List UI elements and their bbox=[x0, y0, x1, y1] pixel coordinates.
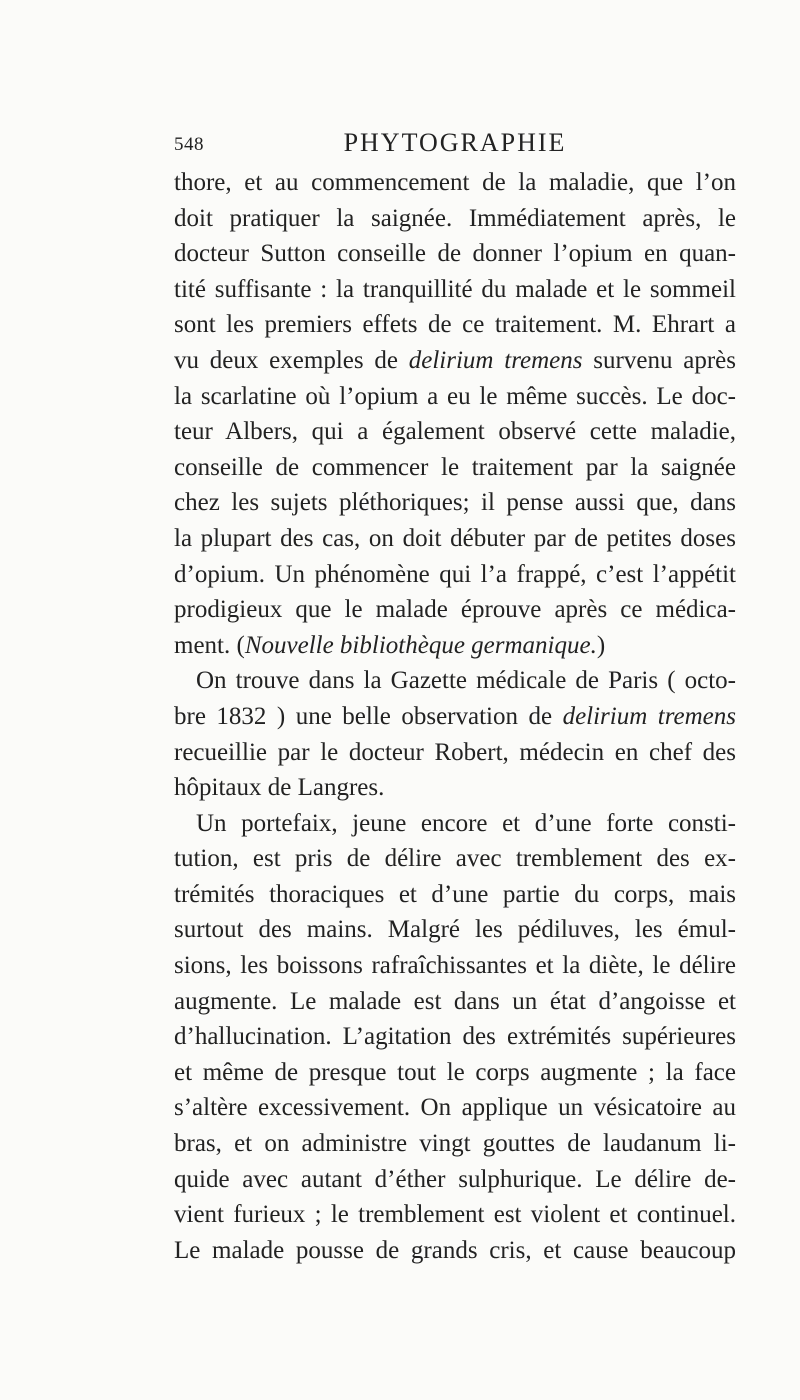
text-run: prodigieux que le malade éprouve après ce médica- bbox=[174, 596, 736, 624]
text-run: conseille de commencer le traitement par la saignée bbox=[174, 453, 736, 481]
text-run: sions, les boissons rafraîchissantes et la diète, le délire bbox=[174, 952, 736, 980]
text-line bbox=[174, 663, 736, 699]
text-run: sont les premiers effets de ce traitement. M. Ehrart a bbox=[174, 311, 736, 339]
text-line bbox=[174, 1197, 736, 1233]
text-line bbox=[174, 165, 736, 201]
text-run: Un portefaix, jeune encore et d’une forte consti- bbox=[196, 809, 736, 837]
text-run: teur Albers, qui a également observé cette maladie, bbox=[174, 418, 736, 446]
text-run: survenu après bbox=[582, 346, 736, 374]
text-line bbox=[174, 1233, 736, 1269]
text-run: tution, est pris de délire avec tremblement des ex- bbox=[174, 845, 736, 873]
text-line bbox=[174, 628, 736, 664]
text-line bbox=[174, 841, 736, 877]
text-run: doit pratiquer la saignée. Immédiatement après, le bbox=[174, 204, 736, 232]
text-run: vu deux exemples de bbox=[174, 346, 409, 374]
text-line bbox=[174, 414, 736, 450]
text-line bbox=[174, 272, 736, 308]
text-line bbox=[174, 912, 736, 948]
text-run: ) bbox=[596, 631, 606, 659]
text-line bbox=[174, 1055, 736, 1091]
text-run: s’altère excessivement. On applique un vésicatoire au bbox=[174, 1094, 736, 1122]
text-line bbox=[174, 948, 736, 984]
text-line bbox=[174, 699, 736, 735]
text-run: Le malade pousse de grands cris, et cause beaucoup bbox=[174, 1236, 736, 1264]
text-line bbox=[174, 521, 736, 557]
text-line bbox=[174, 557, 736, 593]
text-line bbox=[174, 307, 736, 343]
italic-text: Nouvelle bibliothèque germanique. bbox=[244, 631, 597, 659]
text-run: vient furieux ; le tremblement est violent et continuel. bbox=[174, 1201, 736, 1229]
text-run: bras, et on administre vingt gouttes de laudanum li- bbox=[174, 1130, 736, 1158]
text-line bbox=[174, 877, 736, 913]
text-run: augmente. Le malade est dans un état d’angoisse et bbox=[174, 987, 736, 1015]
text-run: la plupart des cas, on doit débuter par de petites doses bbox=[174, 524, 736, 552]
text-run: tité suffisante : la tranquillité du malade et le sommeil bbox=[174, 275, 736, 303]
text-run: d’hallucination. L’agitation des extrémités supérieures bbox=[174, 1023, 736, 1051]
text-line bbox=[174, 236, 736, 272]
text-run: chez les sujets pléthoriques; il pense aussi que, dans bbox=[174, 489, 736, 517]
text-line bbox=[174, 984, 736, 1020]
text-line bbox=[174, 1019, 736, 1055]
text-run: quide avec autant d’éther sulphurique. Le délire de- bbox=[174, 1165, 736, 1193]
text-line bbox=[174, 770, 736, 806]
text-line bbox=[174, 806, 736, 842]
text-run: On trouve dans la Gazette médicale de Paris ( octo- bbox=[196, 667, 736, 695]
text-run: trémités thoraciques et d’une partie du corps, mais bbox=[174, 880, 736, 908]
text-line bbox=[174, 450, 736, 486]
running-title: PHYTOGRAPHIE bbox=[343, 128, 567, 157]
text-line bbox=[174, 1162, 736, 1198]
text-line bbox=[174, 343, 736, 379]
text-line bbox=[174, 485, 736, 521]
page-header bbox=[174, 128, 736, 164]
text-line bbox=[174, 379, 736, 415]
text-line bbox=[174, 735, 736, 771]
text-line bbox=[174, 592, 736, 628]
text-run: la scarlatine où l’opium a eu le même succès. Le doc- bbox=[174, 382, 736, 410]
text-run: ment. ( bbox=[174, 631, 245, 659]
text-run: bre 1832 ) une belle observation de bbox=[174, 702, 563, 730]
italic-text: delirium tremens bbox=[408, 346, 583, 374]
text-run: thore, et au commencement de la maladie, que l’on bbox=[174, 169, 736, 196]
text-line bbox=[174, 1090, 736, 1126]
italic-text: delirium tremens bbox=[562, 702, 736, 730]
text-run: d’opium. Un phénomène qui l’a frappé, c’est l’appétit bbox=[174, 560, 736, 588]
text-line bbox=[174, 1126, 736, 1162]
text-run: docteur Sutton conseille de donner l’opium en quan- bbox=[174, 240, 736, 268]
body-text bbox=[174, 165, 736, 1268]
page-number: 548 bbox=[174, 134, 204, 155]
text-line bbox=[174, 201, 736, 237]
text-run: surtout des mains. Malgré les pédiluves, les émul- bbox=[174, 916, 736, 944]
text-run: recueillie par le docteur Robert, médecin en chef des bbox=[174, 738, 736, 766]
text-run: hôpitaux de Langres. bbox=[174, 774, 385, 802]
text-run: et même de presque tout le corps augmente ; la face bbox=[174, 1058, 736, 1086]
